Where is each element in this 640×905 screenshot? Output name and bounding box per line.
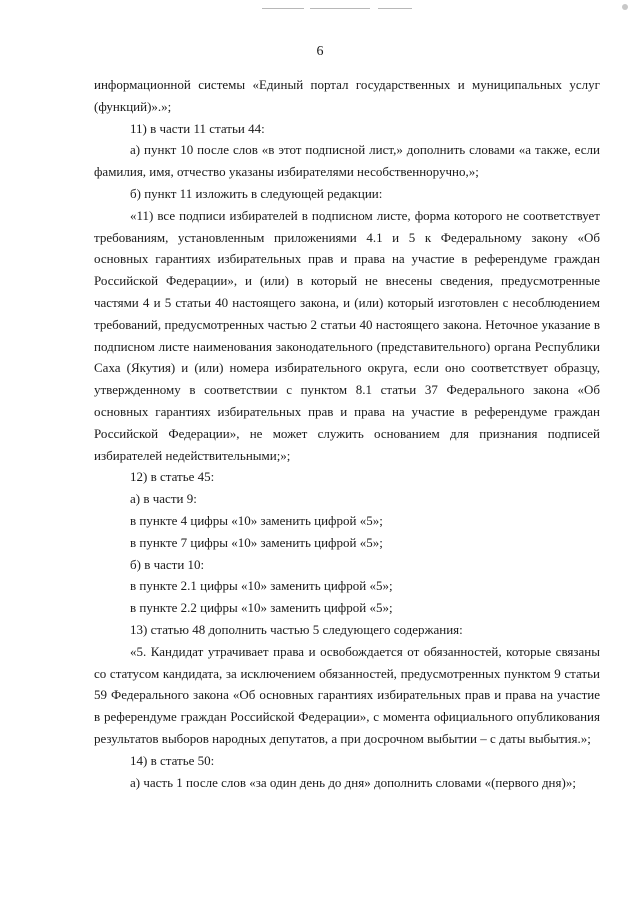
paragraph: в пункте 2.1 цифры «10» заменить цифрой «5»; bbox=[130, 578, 393, 594]
paragraph: «5. Кандидат утрачивает права и освобождается от обязанностей, которые связаны со статусом кандидата, за исключением обязанностей, предусмотренных пунктом 9 статьи 59 Федерального закона «Об основных гарантиях избирательных прав и права на участие в референдуме граждан Российской Федерации», с момента официального опубликования результатов выборов народных депутатов, а при досрочном выбытии – с даты выбытия.»; bbox=[94, 643, 600, 746]
paragraph: 12) в статье 45: bbox=[130, 469, 215, 485]
paragraph: а) пункт 10 после слов «в этот подписной лист,» дополнить словами «а также, если фамилия, имя, отчество указаны избирателями несобственноручно,»; bbox=[94, 142, 600, 180]
paragraph: 14) в статье 50: bbox=[130, 752, 215, 768]
page-number: 6 bbox=[316, 44, 324, 59]
scan-line bbox=[378, 8, 412, 9]
document-body bbox=[94, 74, 600, 793]
paragraph: а) в части 9: bbox=[130, 491, 197, 507]
paragraph: в пункте 4 цифры «10» заменить цифрой «5»; bbox=[130, 512, 383, 528]
paragraph: 11) в части 11 статьи 44: bbox=[130, 120, 265, 136]
scan-line bbox=[310, 8, 370, 9]
scan-header-marks bbox=[0, 6, 640, 12]
scan-line bbox=[262, 8, 304, 9]
paragraph: в пункте 7 цифры «10» заменить цифрой «5»; bbox=[130, 534, 383, 550]
paragraph: «11) все подписи избирателей в подписном листе, форма которого не соответствует требованиям, установленным приложениями 4.1 и 5 к Федеральному закону «Об основных гарантиях избирательных прав и права на участие в референдуме граждан Российской Федерации», и (или) в который не внесены сведения, предусмотренные частями 4 и 5 статьи 40 настоящего закона, и (или) который изготовлен с несоблюдением требований, предусмотренных частью 2 статьи 40 настоящего закона. Неточное указание в подписном листе наименования законодательного (представительного) органа Республики Саха (Якутия) и (или) номера избирательного округа, если оно соответствует образцу, утвержденному в соответствии с пунктом 8.1 статьи 37 Федерального закона «Об основных гарантиях избирательных прав и права на участие в референдуме граждан Российской Федерации», не может служить основанием для признания подписей избирателей недействительными;»; bbox=[94, 207, 600, 463]
paragraph: б) в части 10: bbox=[130, 556, 205, 572]
paragraph: б) пункт 11 изложить в следующей редакции: bbox=[130, 185, 383, 201]
paragraph: а) часть 1 после слов «за один день до дня» дополнить словами «(первого дня)»; bbox=[130, 774, 576, 790]
paragraph: информационной системы «Единый портал государственных и муниципальных услуг (функций)».»; bbox=[94, 77, 600, 114]
scan-corner-mark bbox=[622, 4, 628, 10]
paragraph: 13) статью 48 дополнить частью 5 следующего содержания: bbox=[130, 621, 463, 637]
paragraph: в пункте 2.2 цифры «10» заменить цифрой «5»; bbox=[130, 600, 393, 616]
